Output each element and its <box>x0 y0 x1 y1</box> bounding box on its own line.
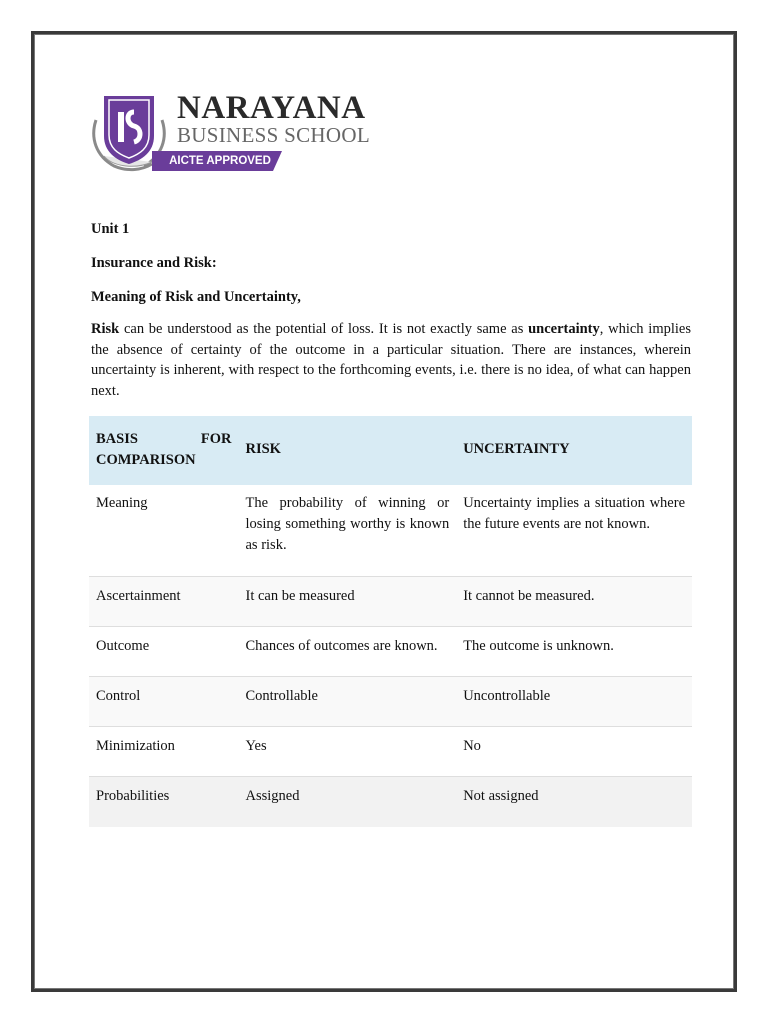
risk-uncertainty-table <box>89 416 692 827</box>
table-cell: Controllable <box>245 688 318 704</box>
document-body <box>91 218 691 416</box>
table-cell: Uncontrollable <box>463 688 551 704</box>
table-row <box>89 485 692 577</box>
table-cell: Minimization <box>96 738 175 754</box>
brand-subtitle: BUSINESS SCHOOL <box>177 123 370 147</box>
paragraph-part-1: can be understood as the potential of loss. It is not exactly same as <box>119 321 529 337</box>
table-row <box>89 777 692 827</box>
table-row <box>89 677 692 727</box>
unit-heading: Unit 1 <box>91 221 130 237</box>
brand-name: NARAYANA <box>177 90 366 126</box>
table-cell: Ascertainment <box>96 588 181 604</box>
table-cell: It can be measured <box>245 588 355 604</box>
table-cell: Assigned <box>245 788 300 804</box>
paragraph-part-2: , which implies the absence of certainty of the outcome in a particular situation. There are instances, wherein uncertainty is inherent, with respect to the forthcoming events, i.e. there is no idea, of what can happen next. <box>91 321 691 399</box>
narayana-logo <box>90 90 370 175</box>
term-risk: Risk <box>91 321 120 337</box>
table-cell: Control <box>96 688 141 704</box>
table-row <box>89 577 692 627</box>
subsection-heading: Meaning of Risk and Uncertainty, <box>91 289 301 305</box>
table-header-row <box>89 416 692 485</box>
table-cell: The probability of winning or losing something worthy is known as risk. <box>245 495 450 553</box>
section-heading: Insurance and Risk: <box>91 255 217 271</box>
table-cell: Probabilities <box>96 788 170 804</box>
intro-paragraph <box>91 319 691 401</box>
table-cell: Not assigned <box>463 788 539 804</box>
table-cell: Meaning <box>96 495 148 511</box>
table-cell: The outcome is unknown. <box>463 638 614 654</box>
table-row <box>89 727 692 777</box>
header-risk: RISK <box>245 441 281 457</box>
header-uncertainty: UNCERTAINTY <box>463 441 570 457</box>
term-uncertainty: uncertainty <box>528 321 600 337</box>
table-cell: Outcome <box>96 638 150 654</box>
header-basis: BASIS FOR COMPARISON <box>96 430 232 468</box>
table-cell: Yes <box>245 738 267 754</box>
table-row <box>89 627 692 677</box>
table-cell: It cannot be measured. <box>463 588 595 604</box>
table-cell: Uncertainty implies a situation where the future events are not known. <box>463 495 685 532</box>
aicte-badge: AICTE APPROVED <box>169 155 271 167</box>
table-cell: Chances of outcomes are known. <box>245 638 438 654</box>
table-cell: No <box>463 738 481 754</box>
